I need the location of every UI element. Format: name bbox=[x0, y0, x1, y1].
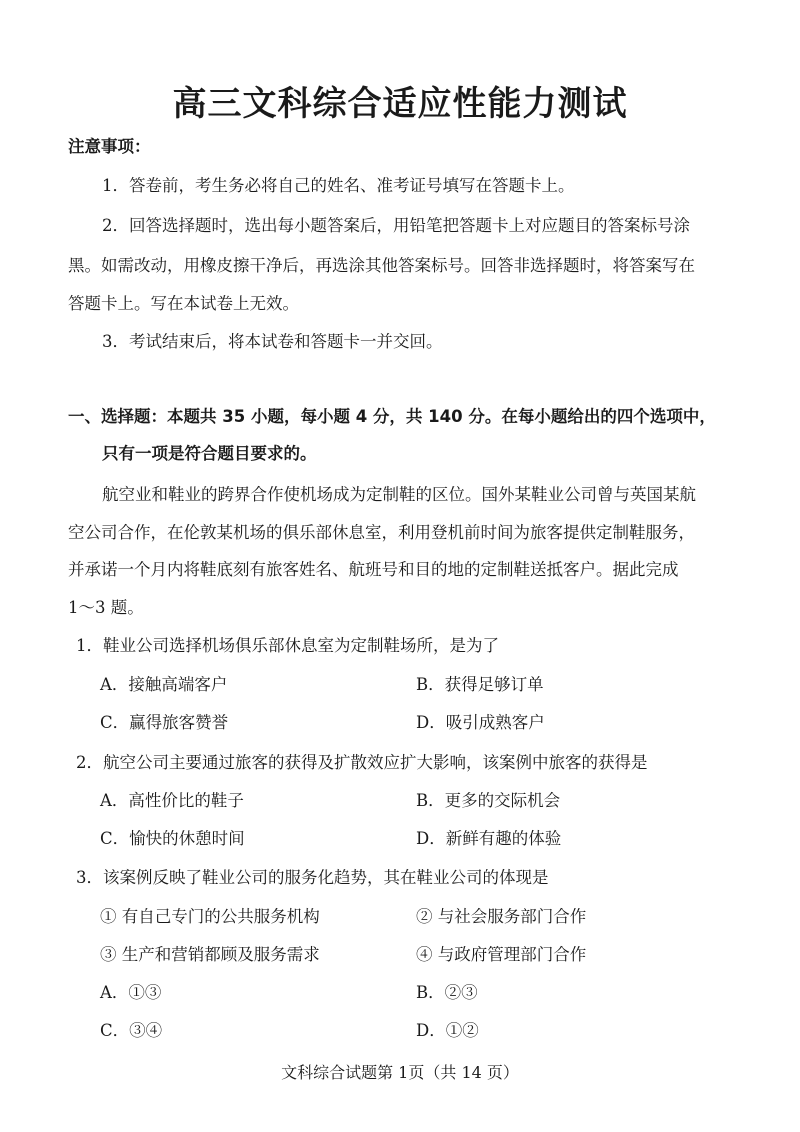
question-3-option-c: C．③④ bbox=[100, 1021, 163, 1040]
question-2-option-d: D．新鲜有趣的体验 bbox=[416, 829, 562, 848]
question-2-option-c: C．愉快的休憩时间 bbox=[100, 829, 245, 848]
question-1-option-b: B．获得足够订单 bbox=[416, 675, 544, 694]
question-3-statement-4: ④ 与政府管理部门合作 bbox=[416, 945, 587, 964]
section-heading-line-1: 一、选择题：本题共 35 小题，每小题 4 分，共 140 分。在每小题给出的四个选项中， bbox=[68, 407, 716, 426]
passage-line-3: 并承诺一个月内将鞋底刻有旅客姓名、航班号和目的地的定制鞋送抵客户。据此完成 bbox=[68, 560, 679, 579]
question-3-stem: 3．该案例反映了鞋业公司的服务化趋势，其在鞋业公司的体现是 bbox=[76, 868, 549, 887]
passage-line-2: 空公司合作，在伦敦某机场的俱乐部休息室，利用登机前时间为旅客提供定制鞋服务， bbox=[68, 523, 695, 542]
question-3-statement-2: ② 与社会服务部门合作 bbox=[416, 907, 587, 926]
notice-item-1: 1．答卷前，考生务必将自己的姓名、准考证号填写在答题卡上。 bbox=[102, 176, 575, 195]
notice-item-3: 3．考试结束后，将本试卷和答题卡一并交回。 bbox=[102, 332, 443, 351]
question-2-option-b: B．更多的交际机会 bbox=[416, 791, 561, 810]
page-footer: 文科综合试题第 1页（共 14 页） bbox=[281, 1063, 519, 1082]
exam-title: 高三文科综合适应性能力测试 bbox=[172, 84, 628, 124]
question-3-statement-1: ① 有自己专门的公共服务机构 bbox=[100, 907, 320, 926]
question-1-stem: 1．鞋业公司选择机场俱乐部休息室为定制鞋场所，是为了 bbox=[76, 636, 499, 655]
notice-item-2-line-2: 黑。如需改动，用橡皮擦干净后，再选涂其他答案标号。回答非选择题时，将答案写在 bbox=[68, 256, 695, 275]
question-3-option-a: A．①③ bbox=[100, 983, 162, 1002]
notice-item-2-line-1: 2．回答选择题时，选出每小题答案后，用铅笔把答题卡上对应题目的答案标号涂 bbox=[102, 216, 690, 235]
section-heading-line-2: 只有一项是符合题目要求的。 bbox=[102, 444, 317, 463]
question-1-option-c: C．赢得旅客赞誉 bbox=[100, 713, 229, 732]
passage-line-4: 1～3 题。 bbox=[68, 598, 144, 617]
passage-line-1: 航空业和鞋业的跨界合作使机场成为定制鞋的区位。国外某鞋业公司曾与英国某航 bbox=[102, 485, 696, 504]
question-3-statement-3: ③ 生产和营销都顾及服务需求 bbox=[100, 945, 320, 964]
question-2-option-a: A．高性价比的鞋子 bbox=[100, 791, 244, 810]
question-3-option-d: D．①② bbox=[416, 1021, 479, 1040]
question-1-option-a: A．接触高端客户 bbox=[100, 675, 228, 694]
question-1-option-d: D．吸引成熟客户 bbox=[416, 713, 545, 732]
notice-heading: 注意事项： bbox=[68, 137, 151, 156]
question-3-option-b: B．②③ bbox=[416, 983, 478, 1002]
notice-item-2-line-3: 答题卡上。写在本试卷上无效。 bbox=[68, 294, 299, 313]
question-2-stem: 2．航空公司主要通过旅客的获得及扩散效应扩大影响，该案例中旅客的获得是 bbox=[76, 753, 648, 772]
